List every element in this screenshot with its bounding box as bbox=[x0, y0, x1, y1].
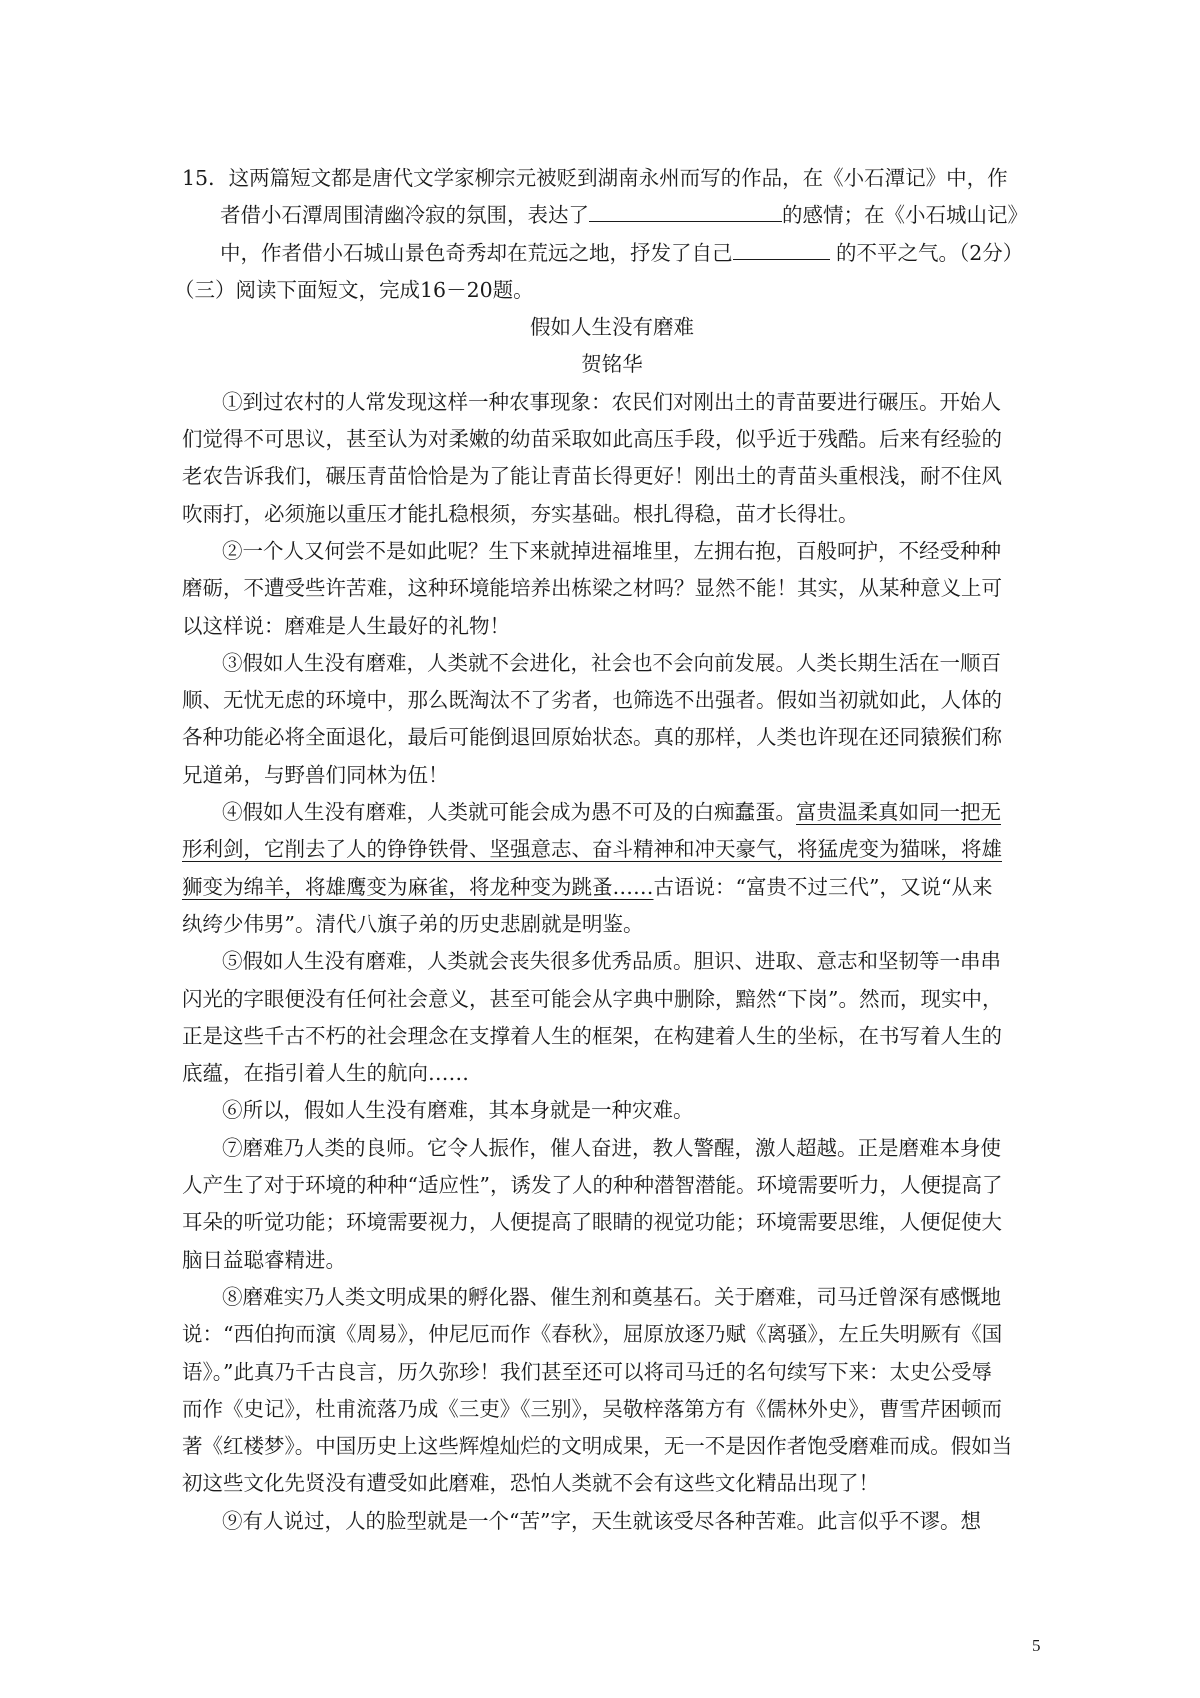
paragraph-line bbox=[182, 869, 1042, 906]
paragraph-line: ①到过农村的人常发现这样一种农事现象：农民们对刚出土的青苗要进行碾压。开始人 bbox=[222, 389, 1001, 414]
question-15 bbox=[182, 160, 1042, 272]
paragraph-line: 人产生了对于环境的种种“适应性”，诱发了人的种种潜智潜能。环境需要听力，人便提高了 bbox=[182, 1173, 1003, 1198]
underlined-sentence: 狮变为绵羊，将雄鹰变为麻雀，将龙种变为跳蚤…… bbox=[182, 874, 654, 899]
paragraph-line: 语》。”此真乃千古良言，历久弥珍！我们甚至还可以将司马迁的名句续写下来：太史公受辱 bbox=[182, 1359, 992, 1384]
paragraph-line: 而作《史记》，杜甫流落乃成《三吏》《三别》，吴敬梓落第方有《儒林外史》，曹雪芹困顿而 bbox=[182, 1396, 1002, 1421]
paragraph-2 bbox=[182, 533, 1042, 645]
paragraph-line: 著《红楼梦》。中国历史上这些辉煌灿烂的文明成果，无一不是因作者饱受磨难而成。假如当 bbox=[182, 1434, 1013, 1459]
paragraph-line: 脑日益聪睿精进。 bbox=[182, 1247, 346, 1272]
paragraph-5 bbox=[182, 943, 1042, 1092]
paragraph-line: ⑧磨难实乃人类文明成果的孵化器、催生剂和奠基石。关于磨难，司马迁曾深有感慨地 bbox=[222, 1284, 1001, 1309]
article-author: 贺铭华 bbox=[581, 352, 643, 377]
paragraph-line: 们觉得不可思议，甚至认为对柔嫩的幼苗采取如此高压手段，似乎近于残酷。后来有经验的 bbox=[182, 427, 1002, 452]
underlined-sentence: 形利剑，它削去了人的铮铮铁骨、坚强意志、奋斗精神和冲天豪气，将猛虎变为猫咪，将雄 bbox=[182, 837, 1002, 862]
paragraph-line: 耳朵的听觉功能；环境需要视力，人便提高了眼睛的视觉功能；环境需要思维，人便促使大 bbox=[182, 1210, 1002, 1235]
underlined-sentence: 富贵温柔真如同一把无 bbox=[796, 800, 1001, 825]
article-title: 假如人生没有磨难 bbox=[530, 315, 694, 340]
paragraph-4 bbox=[182, 794, 1042, 943]
paragraph-line: 各种功能必将全面退化，最后可能倒退回原始状态。真的那样，人类也许现在还同猿猴们称 bbox=[182, 725, 1002, 750]
paragraph-8 bbox=[182, 1279, 1042, 1503]
paragraph-1 bbox=[182, 384, 1042, 533]
answer-blank-1[interactable] bbox=[589, 199, 782, 222]
paragraph-line: 纨绔少伟男”。清代八旗子弟的历史悲剧就是明鉴。 bbox=[182, 911, 644, 936]
paragraph-line: ⑨有人说过，人的脸型就是一个“苦”字，天生就该受尽各种苦难。此言似乎不谬。想 bbox=[222, 1508, 981, 1533]
question-15-text-d: 的不平之气。（2分） bbox=[829, 240, 1024, 265]
paragraph-line bbox=[182, 831, 1042, 868]
answer-blank-2[interactable] bbox=[733, 237, 830, 260]
paragraph-line: ⑤假如人生没有磨难，人类就会丧失很多优秀品质。胆识、进取、意志和坚韧等一串串 bbox=[222, 949, 1001, 974]
question-15-text-c: 中，作者借小石城山景色奇秀却在荒远之地，抒发了自己 bbox=[220, 240, 733, 265]
paragraph-line: 吹雨打，必须施以重压才能扎稳根须，夯实基础。根扎得稳，苗才长得壮。 bbox=[182, 501, 859, 526]
question-15-line-1: 15．这两篇短文都是唐代文学家柳宗元被贬到湖南永州而写的作品，在《小石潭记》中，作 bbox=[182, 166, 1008, 190]
paragraph-line: ②一个人又何尝不是如此呢？生下来就掉进福堆里，左拥右抱，百般呵护，不经受种种 bbox=[222, 538, 1001, 563]
paragraph-line: 顺、无忧无虑的环境中，那么既淘汰不了劣者，也筛选不出强者。假如当初就如此，人体的 bbox=[182, 688, 1002, 713]
paragraph-text: ④假如人生没有磨难，人类就可能会成为愚不可及的白痴蠢蛋。 bbox=[222, 800, 796, 825]
page-content bbox=[174, 160, 1042, 1540]
paragraph-line bbox=[182, 794, 1042, 831]
paragraph-line: 闪光的字眼便没有任何社会意义，甚至可能会从字典中删除，黯然“下岗”。然而，现实中， bbox=[182, 986, 1003, 1011]
paragraph-line: 以这样说：磨难是人生最好的礼物！ bbox=[182, 613, 510, 638]
paragraph-line: ⑥所以，假如人生没有磨难，其本身就是一种灾难。 bbox=[222, 1098, 694, 1123]
paragraph-9 bbox=[182, 1503, 1042, 1540]
paragraph-line: 初这些文化先贤没有遭受如此磨难，恐怕人类就不会有这些文化精品出现了！ bbox=[182, 1471, 879, 1496]
paragraph-6 bbox=[182, 1092, 1042, 1129]
paragraph-line: 正是这些千古不朽的社会理念在支撑着人生的框架，在构建着人生的坐标，在书写着人生的 bbox=[182, 1023, 1002, 1048]
paragraph-7 bbox=[182, 1130, 1042, 1279]
question-15-text-b: 的感情；在《小石城山记》 bbox=[782, 203, 1028, 228]
question-15-line-2 bbox=[182, 197, 1042, 234]
paragraph-line: ③假如人生没有磨难，人类就不会进化，社会也不会向前发展。人类长期生活在一顺百 bbox=[222, 650, 1001, 675]
question-15-line-3 bbox=[182, 235, 1042, 272]
paragraph-line: ⑦磨难乃人类的良师。它令人振作，催人奋进，教人警醒，激人超越。正是磨难本身使 bbox=[222, 1135, 1001, 1160]
paragraph-line: 老农告诉我们，碾压青苗恰恰是为了能让青苗长得更好！刚出土的青苗头重根浅，耐不住风 bbox=[182, 464, 1002, 489]
question-15-text-a: 者借小石潭周围清幽冷寂的氛围，表达了 bbox=[220, 203, 589, 228]
paragraph-line: 底蕴，在指引着人生的航向…… bbox=[182, 1061, 469, 1086]
page-number: 5 bbox=[1032, 1636, 1041, 1655]
paragraph-text: 古语说：“富贵不过三代”，又说“从来 bbox=[653, 874, 993, 899]
paragraph-line: 说：“西伯拘而演《周易》，仲尼厄而作《春秋》，屈原放逐乃赋《离骚》，左丘失明厥有《国 bbox=[182, 1322, 1003, 1347]
paragraph-line: 磨砺，不遭受些许苦难，这种环境能培养出栋梁之材吗？显然不能！其实，从某种意义上可 bbox=[182, 576, 1002, 601]
paragraph-line: 兄道弟，与野兽们同林为伍！ bbox=[182, 762, 449, 787]
section-intro: （三）阅读下面短文，完成16－20题。 bbox=[174, 277, 534, 302]
paragraph-3 bbox=[182, 645, 1042, 794]
